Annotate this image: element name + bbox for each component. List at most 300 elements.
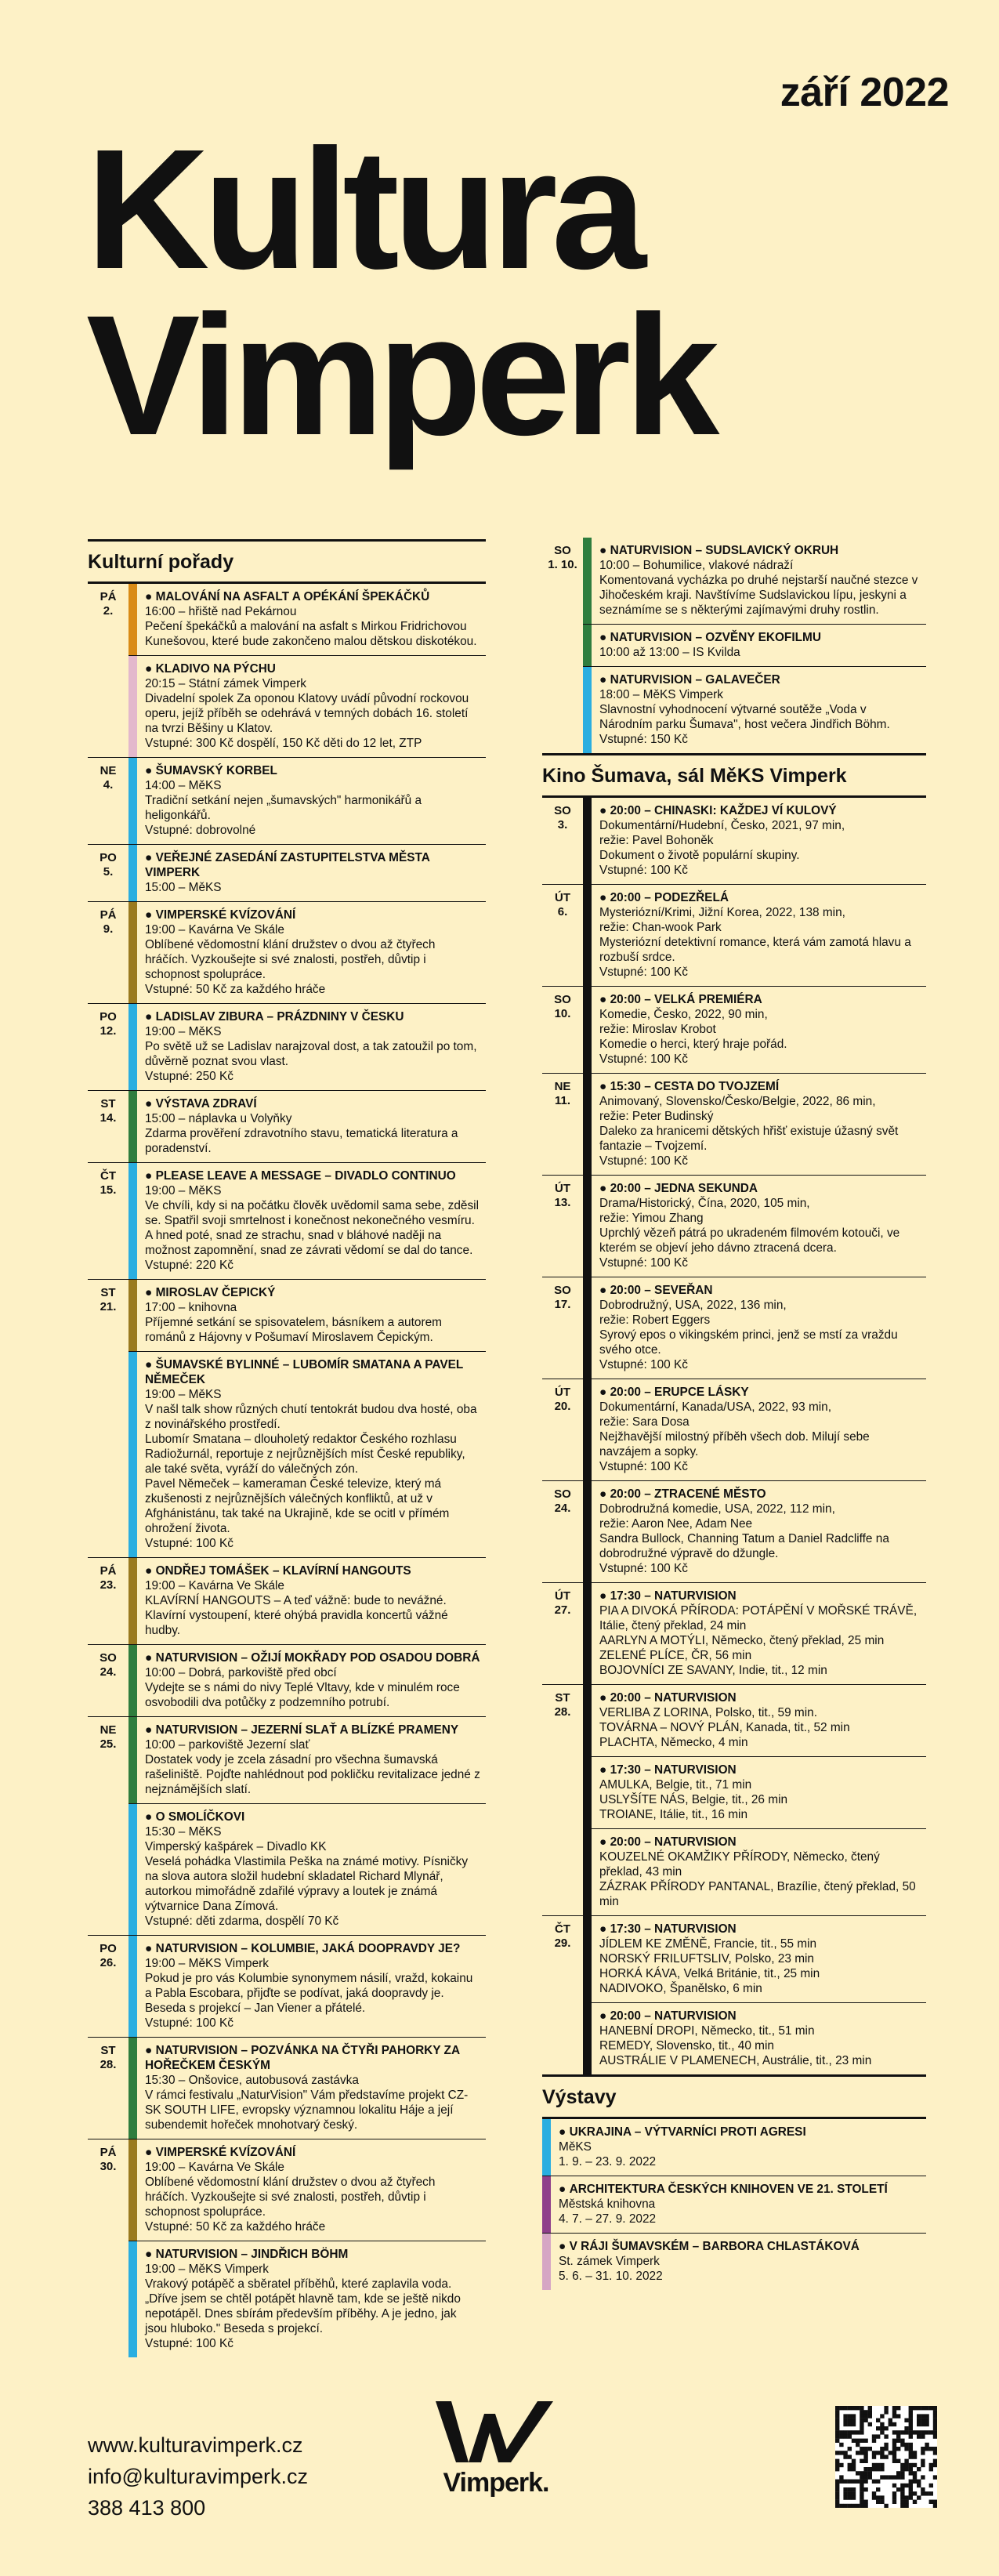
qr-module — [921, 2487, 925, 2491]
qr-module — [900, 2467, 904, 2471]
exhibition-line: 5. 6. – 31. 10. 2022 — [559, 2270, 663, 2283]
day-date: 5. — [103, 865, 114, 879]
event-line: Po světě už se Ladislav narajzoval dost, a tak zatoužil po tom, důvěrně poznat svou vlast. — [145, 1040, 477, 1068]
exhibition-title: ● ARCHITEKTURA ČESKÝCH KNIHOVEN VE 21. STOLETÍ — [559, 2182, 921, 2197]
qr-module — [929, 2500, 933, 2504]
event-item — [583, 2002, 926, 2074]
event-line: NADIVOKO, Španělsko, 6 min — [599, 1982, 762, 1995]
qr-module — [917, 2414, 921, 2418]
day-date: 26. — [100, 1956, 117, 1969]
qr-module — [876, 2426, 880, 2430]
day-label — [542, 1277, 583, 1379]
event-line: 19:00 – MěKS — [145, 1025, 222, 1038]
event-line: Vstupné: děti zdarma, dospělí 70 Kč — [145, 1915, 339, 1928]
day-block — [88, 1557, 486, 1644]
day-name: PO — [100, 1942, 117, 1955]
qr-module — [860, 2471, 863, 2475]
qr-module — [835, 2487, 839, 2491]
qr-module — [925, 2418, 928, 2422]
qr-module — [904, 2500, 908, 2504]
qr-module — [917, 2406, 921, 2410]
qr-module — [880, 2467, 884, 2471]
qr-module — [872, 2491, 876, 2495]
qr-module — [892, 2410, 896, 2414]
qr-module — [848, 2422, 852, 2426]
event-item — [583, 1277, 926, 1379]
event-line: režie: Aaron Nee, Adam Nee — [599, 1517, 753, 1531]
event-line: Vstupné: 100 Kč — [145, 1537, 233, 1550]
event-item — [128, 1004, 486, 1090]
day-label — [542, 1583, 583, 1684]
qr-module — [839, 2430, 843, 2434]
event-line: REMEDY, Slovensko, tit., 40 min — [599, 2039, 774, 2052]
event-line: Tradiční setkání nejen „šumavských" harmonikářů a heligonkářů. — [145, 794, 422, 822]
qr-module — [933, 2500, 937, 2504]
qr-module — [909, 2447, 913, 2451]
event-line: TROIANE, Itálie, tit., 16 min — [599, 1808, 748, 1821]
event-list — [583, 1074, 926, 1175]
qr-module — [876, 2434, 880, 2438]
qr-module — [860, 2451, 863, 2455]
qr-module — [921, 2406, 925, 2410]
day-date: 4. — [103, 778, 114, 792]
qr-module — [843, 2487, 847, 2491]
qr-module — [900, 2430, 904, 2434]
event-body — [592, 1583, 926, 1684]
event-item — [128, 1351, 486, 1557]
day-name: ÚT — [555, 1182, 570, 1195]
qr-module — [835, 2495, 839, 2499]
qr-module — [860, 2418, 863, 2422]
qr-module — [876, 2495, 880, 2499]
qr-module — [843, 2480, 847, 2484]
event-title: ● 20:00 – JEDNA SEKUNDA — [599, 1181, 921, 1196]
event-list — [128, 1163, 486, 1279]
event-color-bar — [542, 2119, 551, 2176]
qr-module — [839, 2434, 843, 2438]
qr-module — [929, 2447, 933, 2451]
qr-module — [921, 2418, 925, 2422]
footer-email-link[interactable]: info@kulturavimperk.cz — [88, 2465, 308, 2488]
day-block — [542, 986, 926, 1073]
exhibition-title: ● UKRAJINA – VÝTVARNÍCI PROTI AGRESI — [559, 2125, 921, 2139]
qr-module — [860, 2495, 863, 2499]
event-color-bar — [128, 1645, 137, 1716]
event-color-bar — [128, 1936, 137, 2037]
qr-module — [872, 2480, 876, 2484]
day-block — [542, 1175, 926, 1277]
qr-module — [925, 2406, 928, 2410]
event-line: 10:00 až 13:00 – IS Kvilda — [599, 646, 740, 659]
qr-module — [835, 2491, 839, 2495]
qr-module — [852, 2430, 856, 2434]
day-block — [88, 1935, 486, 2037]
qr-module — [892, 2414, 896, 2418]
event-body — [551, 2176, 926, 2233]
day-label — [542, 798, 583, 884]
event-item — [583, 624, 926, 666]
qr-module — [848, 2455, 852, 2458]
qr-module — [933, 2418, 937, 2422]
event-title: ● NATURVISION – OŽIJÍ MOKŘADY POD OSADOU DOBRÁ — [145, 1650, 481, 1665]
event-line: Vstupné: 100 Kč — [599, 966, 688, 979]
qr-module — [852, 2491, 856, 2495]
qr-module — [909, 2434, 913, 2438]
event-item — [583, 1828, 926, 1915]
qr-module — [892, 2459, 896, 2463]
qr-module — [884, 2426, 888, 2430]
qr-module — [880, 2451, 884, 2455]
qr-module — [863, 2480, 867, 2484]
event-title: ● MIROSLAV ČEPICKÝ — [145, 1285, 481, 1300]
event-list — [128, 1280, 486, 1557]
qr-module — [909, 2414, 913, 2418]
day-name: ST — [100, 1097, 116, 1110]
event-line: ZÁZRAK PŘÍRODY PANTANAL, Brazílie, čtený překlad, 50 min — [599, 1880, 916, 1908]
event-color-bar — [583, 538, 592, 624]
qr-module — [863, 2414, 867, 2418]
event-line: KLAVÍRNÍ HANGOUTS – A teď vážně: bude to nevážné. Klavírní vystoupení, které ohýbá pravidla koncertů vážné hudby. — [145, 1594, 448, 1637]
event-body — [592, 2003, 926, 2074]
event-line: režie: Pavel Bohoněk — [599, 834, 714, 847]
day-block — [88, 1716, 486, 1935]
day-label — [542, 987, 583, 1073]
event-body — [137, 2241, 486, 2357]
qr-module — [880, 2463, 884, 2467]
event-title: ● 17:30 – NATURVISION — [599, 1589, 921, 1603]
qr-module — [852, 2422, 856, 2426]
event-item — [583, 1685, 926, 1756]
qr-module — [921, 2422, 925, 2426]
event-list — [583, 1176, 926, 1277]
qr-module — [892, 2430, 896, 2434]
event-line: 15:00 – náplavka u Volyňky — [145, 1112, 292, 1125]
event-color-bar — [128, 656, 137, 757]
event-item — [583, 538, 926, 624]
day-name: NE — [100, 1723, 117, 1737]
qr-module — [843, 2455, 847, 2458]
event-title: ● LADISLAV ZIBURA – PRÁZDNINY V ČESKU — [145, 1009, 481, 1024]
qr-module — [863, 2467, 867, 2471]
qr-module — [917, 2467, 921, 2471]
event-body — [592, 667, 926, 753]
event-line: Nejžhavější milostný příběh všech dob. Milují sebe navzájem a sopky. — [599, 1430, 870, 1458]
qr-module — [904, 2447, 908, 2451]
qr-module — [880, 2455, 884, 2458]
qr-module — [917, 2480, 921, 2484]
event-title: ● NATURVISION – KOLUMBIE, JAKÁ DOOPRAVDY JE? — [145, 1941, 481, 1956]
event-color-bar — [128, 584, 137, 655]
event-color-bar — [128, 2139, 137, 2241]
qr-module — [933, 2434, 937, 2438]
event-line: Vstupné: 50 Kč za každého hráče — [145, 2220, 326, 2234]
event-color-bar — [583, 1379, 592, 1480]
event-item — [128, 1645, 486, 1716]
event-line: Vstupné: 100 Kč — [599, 1562, 688, 1575]
qr-module — [876, 2480, 880, 2484]
event-line: Dostatek vody je zcela zásadní pro všechna šumavská rašeliniště. Pojďte nahlédnout pod pokličku revitalizace jedné z nejznámějších slatí. — [145, 1753, 480, 1796]
event-list — [128, 845, 486, 901]
event-item — [128, 1091, 486, 1162]
qr-module — [900, 2504, 904, 2508]
event-line: Vstupné: 100 Kč — [599, 864, 688, 877]
qr-module — [843, 2495, 847, 2499]
event-body — [137, 2139, 486, 2241]
event-body — [592, 1685, 926, 1756]
event-color-bar — [583, 1583, 592, 1684]
day-block — [88, 901, 486, 1003]
qr-module — [909, 2406, 913, 2410]
qr-module — [876, 2467, 880, 2471]
qr-module — [848, 2430, 852, 2434]
event-list — [583, 885, 926, 986]
qr-module — [880, 2447, 884, 2451]
event-item — [128, 1936, 486, 2037]
day-block — [542, 1915, 926, 2074]
event-item — [583, 987, 926, 1073]
event-color-bar — [583, 987, 592, 1073]
section-heading-kino: Kino Šumava, sál MěKS Vimperk — [542, 753, 926, 798]
qr-module — [913, 2471, 917, 2475]
event-line: 19:00 – Kavárna Ve Skále — [145, 1579, 284, 1592]
event-color-bar — [583, 2003, 592, 2074]
day-label — [88, 2139, 128, 2357]
day-date: 28. — [100, 2058, 117, 2071]
qr-module — [860, 2439, 863, 2443]
qr-module — [884, 2447, 888, 2451]
qr-module — [900, 2491, 904, 2495]
qr-module — [896, 2406, 900, 2410]
event-list — [583, 1277, 926, 1379]
event-title: ● ŠUMAVSKÝ KORBEL — [145, 763, 481, 778]
qr-module — [913, 2491, 917, 2495]
day-date: 9. — [103, 922, 114, 936]
event-line: Pokud je pro vás Kolumbie synonymem násilí, vražd, kokainu a Pabla Escobara, přijďte se podívat, jaká doopravdy je. Beseda s projekcí – Jan Viener a přátelé. — [145, 1972, 473, 2015]
qr-module — [892, 2443, 896, 2447]
qr-module — [863, 2459, 867, 2463]
sobota-program — [542, 538, 926, 753]
day-label — [542, 1685, 583, 1915]
day-block — [88, 2139, 486, 2357]
event-line: Vstupné: dobrovolné — [145, 824, 256, 837]
qr-module — [835, 2422, 839, 2426]
day-name: ČT — [100, 1169, 116, 1183]
qr-module — [839, 2451, 843, 2455]
qr-module — [889, 2418, 892, 2422]
qr-module — [852, 2504, 856, 2508]
qr-module — [835, 2463, 839, 2467]
qr-module — [896, 2471, 900, 2475]
qr-module — [925, 2447, 928, 2451]
title-line-1: Kultura — [86, 114, 640, 305]
event-title: ● NATURVISION – JEZERNÍ SLAŤ A BLÍZKÉ PRAMENY — [145, 1723, 481, 1737]
qr-module — [868, 2414, 872, 2418]
qr-module — [896, 2447, 900, 2451]
day-name: SO — [554, 993, 571, 1006]
qr-module — [848, 2495, 852, 2499]
event-item — [128, 2241, 486, 2357]
event-item — [128, 584, 486, 655]
event-title: ● 20:00 – VELKÁ PREMIÉRA — [599, 992, 921, 1007]
qr-module — [860, 2447, 863, 2451]
qr-module — [848, 2406, 852, 2410]
event-list — [128, 1004, 486, 1090]
event-line: Dobrodružný, USA, 2022, 136 min, — [599, 1299, 787, 1312]
qr-module — [909, 2471, 913, 2475]
day-date: 24. — [554, 1502, 571, 1515]
qr-module — [868, 2410, 872, 2414]
day-name: PÁ — [100, 2146, 117, 2159]
qr-module — [892, 2455, 896, 2458]
day-block — [88, 1644, 486, 1716]
event-title: ● KLADIVO NA PÝCHU — [145, 661, 481, 676]
event-list — [128, 1645, 486, 1716]
event-line: Komentovaná vycházka po druhé nejstarší naučné stezce v Jihočeském kraji. Navštívíme Sudslavickou lípu, jeskyni a seznámíme se s některými zajímavými druhy rostlin. — [599, 574, 918, 617]
qr-module — [848, 2467, 852, 2471]
event-list — [583, 987, 926, 1073]
qr-module — [880, 2475, 884, 2479]
day-label — [542, 1176, 583, 1277]
qr-module — [843, 2418, 847, 2422]
kino-program — [542, 798, 926, 2074]
qr-module — [880, 2495, 884, 2499]
event-line: Lubomír Smatana – dlouholetý redaktor Českého rozhlasu Radiožurnál, reportuje z nejrůznějších míst České republiky, ale také světa, vyráží do válečných zón. — [145, 1433, 465, 1476]
qr-module — [925, 2491, 928, 2495]
day-date: 27. — [554, 1603, 571, 1617]
event-body — [137, 2038, 486, 2139]
qr-module — [933, 2430, 937, 2434]
event-line: JÍDLEM KE ZMĚNĚ, Francie, tit., 55 min — [599, 1937, 817, 1951]
event-line: Vstupné: 220 Kč — [145, 1259, 233, 1272]
qr-module — [929, 2406, 933, 2410]
qr-module — [913, 2406, 917, 2410]
qr-module — [909, 2451, 913, 2455]
day-date: 21. — [100, 1300, 117, 1313]
event-color-bar — [128, 1004, 137, 1090]
event-line: HORKÁ KÁVA, Velká Británie, tit., 25 min — [599, 1967, 820, 1980]
event-title: ● 20:00 – NATURVISION — [599, 1690, 921, 1705]
event-list — [128, 2038, 486, 2139]
event-color-bar — [583, 1757, 592, 1828]
day-date: 12. — [100, 1024, 117, 1038]
qr-module — [839, 2443, 843, 2447]
vimperk-logo-icon — [429, 2398, 563, 2465]
event-line: Vstupné: 50 Kč za každého hráče — [145, 983, 326, 996]
qr-module — [896, 2439, 900, 2443]
event-body — [592, 1277, 926, 1379]
qr-module — [925, 2422, 928, 2426]
event-color-bar — [128, 2038, 137, 2139]
event-color-bar — [128, 1163, 137, 1279]
event-line: 14:00 – MěKS — [145, 779, 222, 792]
qr-module — [884, 2455, 888, 2458]
qr-module — [896, 2459, 900, 2463]
qr-module — [900, 2439, 904, 2443]
event-line: Komedie o herci, který hraje pořád. — [599, 1038, 787, 1051]
qr-module — [852, 2495, 856, 2499]
event-body — [137, 1004, 486, 1090]
qr-module — [913, 2463, 917, 2467]
day-name: PÁ — [100, 908, 117, 922]
event-line: 15:30 – MěKS — [145, 1825, 222, 1839]
footer-contact — [88, 2429, 308, 2523]
qr-module — [872, 2463, 876, 2467]
qr-module — [917, 2495, 921, 2499]
event-line: Vstupné: 100 Kč — [145, 2016, 233, 2030]
event-line: Oblíbené vědomostní klání družstev o dvou až čtyřech hráčích. Vyzkoušejte si své znalosti, postřeh, důvtip i schopnost spolupráce. — [145, 938, 436, 981]
day-name: SO — [554, 1284, 571, 1297]
qr-module — [860, 2422, 863, 2426]
event-line: HANEBNÍ DROPI, Německo, tit., 51 min — [599, 2024, 815, 2038]
event-title: ● 15:30 – CESTA DO TVOJZEMÍ — [599, 1079, 921, 1094]
qr-module — [843, 2406, 847, 2410]
event-list — [583, 538, 926, 753]
event-body — [137, 1804, 486, 1935]
event-line: Slavnostní vyhodnocení výtvarné soutěže „Voda v Národním parku Šumava", host večera Jindřich Böhm. — [599, 703, 890, 731]
qr-module — [884, 2410, 888, 2414]
event-item — [583, 1481, 926, 1582]
qr-module — [921, 2430, 925, 2434]
event-list — [128, 1717, 486, 1935]
event-line: ZELENÉ PLÍCE, ČR, 56 min — [599, 1649, 752, 1662]
exhibition-title: ● V RÁJI ŠUMAVSKÉM – BARBORA CHLASTÁKOVÁ — [559, 2239, 921, 2254]
event-color-bar — [128, 2241, 137, 2357]
event-item — [128, 902, 486, 1003]
event-line: Vstupné: 300 Kč dospělí, 150 Kč děti do 12 let, ZTP — [145, 737, 422, 750]
event-body — [137, 1280, 486, 1351]
qr-module — [839, 2406, 843, 2410]
qr-module — [835, 2418, 839, 2422]
event-color-bar — [583, 1685, 592, 1756]
day-block — [88, 584, 486, 757]
qr-code-icon — [835, 2406, 937, 2508]
day-name: NE — [100, 764, 117, 777]
qr-module — [843, 2422, 847, 2426]
day-date: 10. — [554, 1007, 571, 1020]
qr-module — [860, 2480, 863, 2484]
qr-module — [860, 2504, 863, 2508]
qr-module — [863, 2471, 867, 2475]
qr-module — [835, 2439, 839, 2443]
event-line: 19:00 – MěKS — [145, 1388, 222, 1401]
qr-module — [860, 2410, 863, 2414]
qr-module — [900, 2484, 904, 2487]
event-title: ● 17:30 – NATURVISION — [599, 1922, 921, 1937]
qr-module — [900, 2500, 904, 2504]
event-title: ● NATURVISION – JINDŘICH BÖHM — [145, 2247, 481, 2262]
qr-module — [892, 2500, 896, 2504]
exhibition-line: St. zámek Vimperk — [559, 2255, 660, 2268]
event-line: Veselá pohádka Vlastimila Peška na známé motivy. Písničky na slova autora složil hudební skladatel Richard Mlynář, autorkou mimořádně zdařilé výpravy a loutek je známá výtvarnice Dana Zímová. — [145, 1855, 469, 1913]
qr-module — [839, 2480, 843, 2484]
footer-web-link[interactable]: www.kulturavimperk.cz — [88, 2433, 303, 2457]
qr-module — [872, 2455, 876, 2458]
qr-module — [863, 2475, 867, 2479]
qr-module — [863, 2410, 867, 2414]
day-block — [542, 1582, 926, 1684]
qr-module — [921, 2434, 925, 2438]
qr-module — [900, 2463, 904, 2467]
qr-module — [909, 2422, 913, 2426]
event-color-bar — [583, 1481, 592, 1582]
qr-module — [892, 2406, 896, 2410]
day-block — [542, 798, 926, 884]
qr-module — [909, 2410, 913, 2414]
day-name: SO — [100, 1651, 117, 1665]
qr-module — [860, 2406, 863, 2410]
qr-module — [909, 2487, 913, 2491]
day-name: ST — [100, 2044, 116, 2057]
